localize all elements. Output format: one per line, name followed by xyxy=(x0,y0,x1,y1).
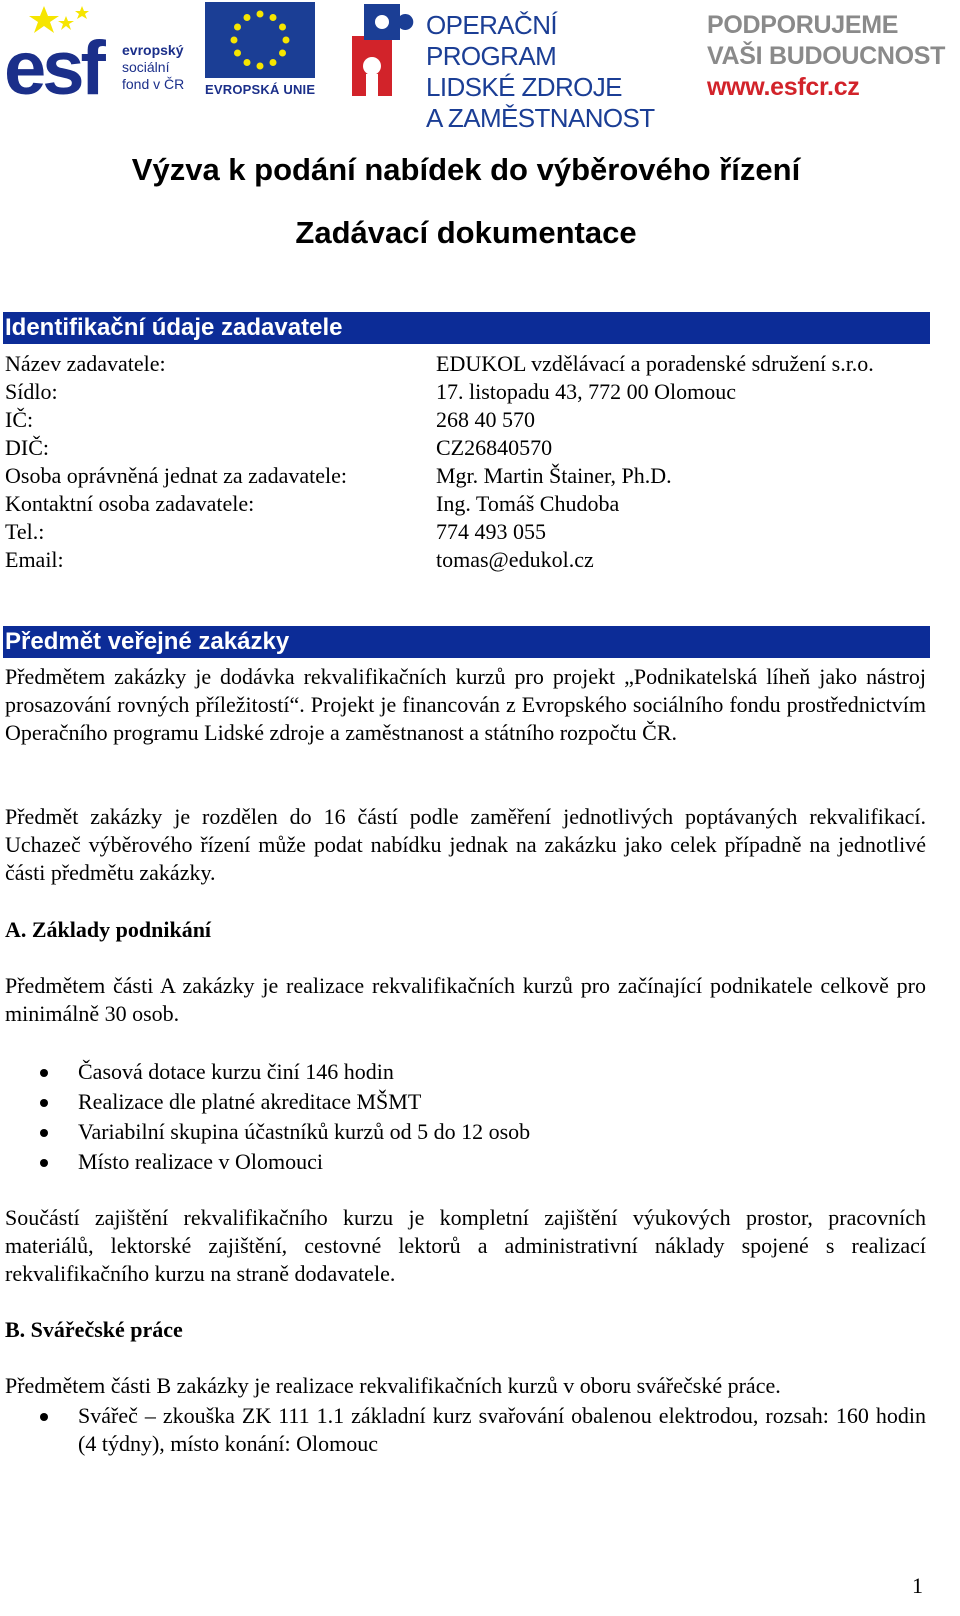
bullet-icon xyxy=(40,1129,48,1137)
list-item-text: Variabilní skupina účastníků kurzů od 5 do 12 osob xyxy=(78,1119,531,1144)
row-value: EDUKOL vzdělávací a poradenské sdružení s.r.o. xyxy=(436,351,874,376)
document-title: Výzva k podání nabídek do výběrového řízení xyxy=(131,152,801,187)
esf-text xyxy=(122,42,184,93)
document-subtitle: Zadávací dokumentace xyxy=(295,215,637,250)
slogan xyxy=(707,10,945,103)
list-item-text: Realizace dle platné akreditace MŠMT xyxy=(78,1089,422,1114)
row-label: Osoba oprávněná jednat za zadavatele: xyxy=(5,463,348,488)
esf-line-1: evropský xyxy=(122,42,184,58)
op-line-1: OPERAČNÍ PROGRAM xyxy=(426,10,558,71)
row-value: 17. listopadu 43, 772 00 Olomouc xyxy=(436,379,737,404)
section-heading-identification: Identifikační údaje zadavatele xyxy=(3,312,930,344)
part-a-paragraph: Předmětem části A zakázky je realizace rekvalifikačních kurzů pro začínající podnikatele celkově pro minimálně 30 osob. xyxy=(5,973,926,1026)
part-a-bullet-list xyxy=(0,1057,926,1177)
bullet-icon xyxy=(40,1069,48,1077)
row-label: Sídlo: xyxy=(5,379,58,404)
list-item xyxy=(0,1402,926,1458)
list-item xyxy=(0,1087,926,1117)
part-a-note-paragraph: Součástí zajištění rekvalifikačního kurzu je kompletní zajištění výukových prostor, pracovních materiálů, lektorské zajištění, cestovné lektorů a administrativní náklady spojené s realizací rekvalifikačního kurzu na straně dodavatele. xyxy=(5,1205,926,1286)
part-b-paragraph: Předmětem části B zakázky je realizace rekvalifikačních kurzů v oboru svářečské práce. xyxy=(5,1373,781,1398)
section-heading-subject: Předmět veřejné zakázky xyxy=(3,626,930,658)
page-number: 1 xyxy=(912,1573,923,1598)
bullet-icon xyxy=(40,1099,48,1107)
subject-intro-paragraph: Předmětem zakázky je dodávka rekvalifikačních kurzů pro projekt „Podnikatelská líheň jako nástroj prosazování rovných příležitostí“. Projekt je financován z Evropského sociálního fondu prostřednictvím Operačního programu Lidské zdroje a zaměstnanost a státního rozpočtu ČR. xyxy=(5,664,926,745)
esf-line-3: fond v ČR xyxy=(122,76,185,92)
row-label: Název zadavatele: xyxy=(5,351,166,376)
slogan-url: www.esfcr.cz xyxy=(707,73,860,101)
eu-logo xyxy=(205,2,323,100)
op-line-2: LIDSKÉ ZDROJE xyxy=(426,72,622,102)
list-item-text: Časová dotace kurzu činí 146 hodin xyxy=(78,1059,394,1084)
row-value: 268 40 570 xyxy=(436,407,535,432)
row-label: Tel.: xyxy=(5,519,45,544)
op-line-3: A ZAMĚSTNANOST xyxy=(426,103,655,133)
row-value: CZ26840570 xyxy=(436,435,553,460)
part-a-heading: A. Základy podnikání xyxy=(5,917,212,942)
list-item xyxy=(0,1117,926,1147)
slogan-line-1: PODPORUJEME xyxy=(707,11,899,39)
list-item xyxy=(0,1147,926,1177)
eu-flag-icon xyxy=(205,2,315,78)
logo-header xyxy=(0,0,960,133)
svg-text:esf: esf xyxy=(4,26,102,100)
row-label: Kontaktní osoba zadavatele: xyxy=(5,491,255,516)
op-logo xyxy=(350,2,690,133)
row-label: IČ: xyxy=(5,407,34,432)
puzzle-person-icon xyxy=(350,2,418,100)
esf-line-2: sociální xyxy=(122,59,170,75)
bullet-icon xyxy=(40,1159,48,1167)
row-value: Mgr. Martin Štainer, Ph.D. xyxy=(436,463,672,488)
list-item xyxy=(0,1057,926,1087)
esf-logo xyxy=(4,2,194,100)
part-b-bullet-list xyxy=(0,1402,926,1458)
row-value email-link[interactable]: tomas@edukol.cz xyxy=(436,547,594,572)
slogan-line-2: VAŠI BUDOUCNOST xyxy=(707,42,946,70)
subject-division-paragraph: Předmět zakázky je rozdělen do 16 částí podle zaměření jednotlivých poptávaných rekvalifikací. Uchazeč výběrového řízení může podat nabídku jednak na zakázku jako celek případně na jednotlivé části předmětu zakázky. xyxy=(5,804,926,885)
eu-label: EVROPSKÁ UNIE xyxy=(205,82,316,97)
part-b-heading: B. Svářečské práce xyxy=(5,1317,183,1342)
list-item-text: Místo realizace v Olomouci xyxy=(78,1149,323,1174)
row-label: DIČ: xyxy=(5,435,49,460)
row-label: Email: xyxy=(5,547,64,572)
op-text xyxy=(426,10,690,134)
esf-logo-mark-icon xyxy=(4,2,116,100)
row-value: 774 493 055 xyxy=(436,519,546,544)
list-item-text: Svářeč – zkouška ZK 111 1.1 základní kurz svařování obalenou elektrodou, rozsah: 160 hodin (4 týdny), místo konání: Olomouc xyxy=(78,1403,926,1456)
bullet-icon xyxy=(40,1413,48,1421)
row-value: Ing. Tomáš Chudoba xyxy=(436,491,620,516)
